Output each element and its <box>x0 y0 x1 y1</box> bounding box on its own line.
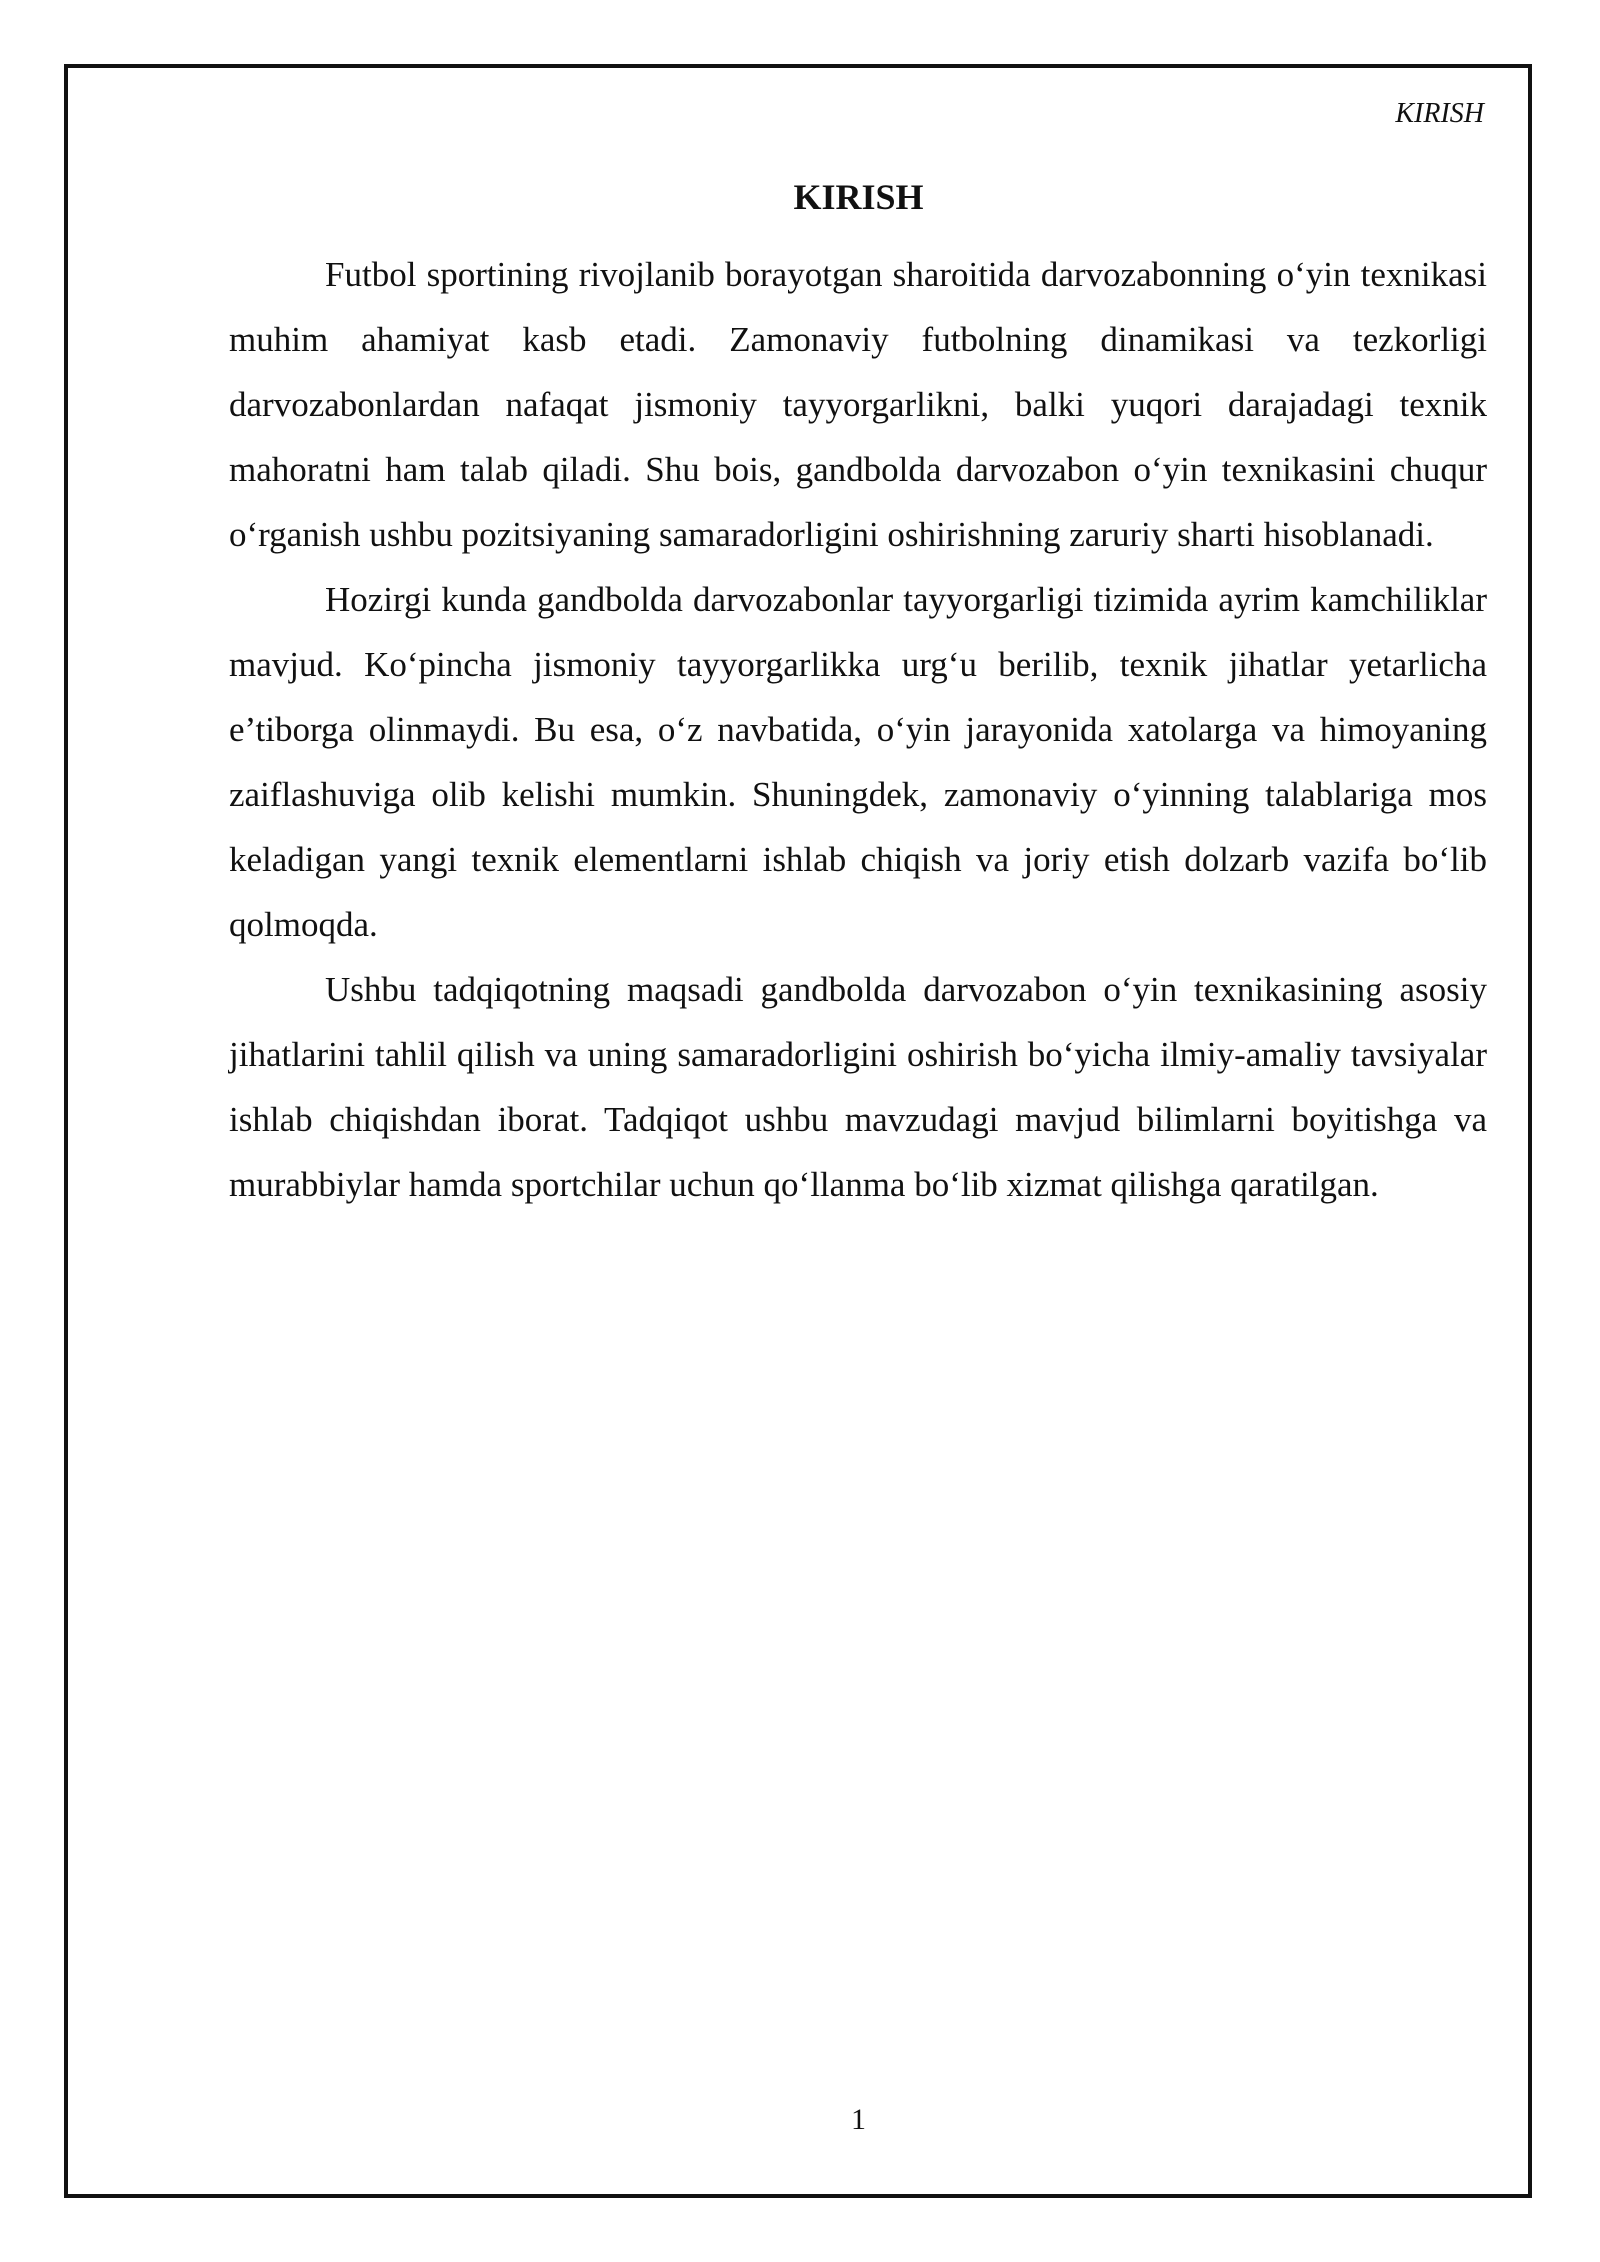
running-header: KIRISH <box>1395 98 1484 129</box>
paragraph: Hozirgi kunda gandbolda darvozabonlar tayyorgarligi tizimida ayrim kamchiliklar mavjud. Ko‘pincha jismoniy tayyorgarlikka urg‘u berilib, texnik jihatlar yetarlicha e’tiborga olinmaydi. Bu esa, o‘z navbatida, o‘yin jarayonida xatolarga va himoyaning zaiflashuviga olib kelishi mumkin. Shuningdek, zamonaviy o‘yinning talablariga mos keladigan yangi texnik elementlarni ishlab chiqish va joriy etish dolzarb vazifa bo‘lib qolmoqda. <box>229 580 1487 944</box>
page-number: 1 <box>851 2103 866 2136</box>
paragraph: Futbol sportining rivojlanib borayotgan sharoitida darvozabonning o‘yin texnikasi muhim ahamiyat kasb etadi. Zamonaviy futbolning dinamikasi va tezkorligi darvozabonlardan nafaqat jismoniy tayyorgarlikni, balki yuqori darajadagi texnik mahoratni ham talab qiladi. Shu bois, gandbolda darvozabon o‘yin texnikasini chuqur o‘rganish ushbu pozitsiyaning samaradorligini oshirishning zaruriy sharti hisoblanadi. <box>229 255 1487 554</box>
body-text <box>229 242 1487 1217</box>
paragraph: Ushbu tadqiqotning maqsadi gandbolda darvozabon o‘yin texnikasining asosiy jihatlarini tahlil qilish va uning samaradorligini oshirish bo‘yicha ilmiy-amaliy tavsiyalar ishlab chiqishdan iborat. Tadqiqot ushbu mavzudagi mavjud bilimlarni boyitishga va murabbiylar hamda sportchilar uchun qo‘llanma bo‘lib xizmat qilishga qaratilgan. <box>229 970 1487 1204</box>
section-title: KIRISH <box>793 177 924 218</box>
